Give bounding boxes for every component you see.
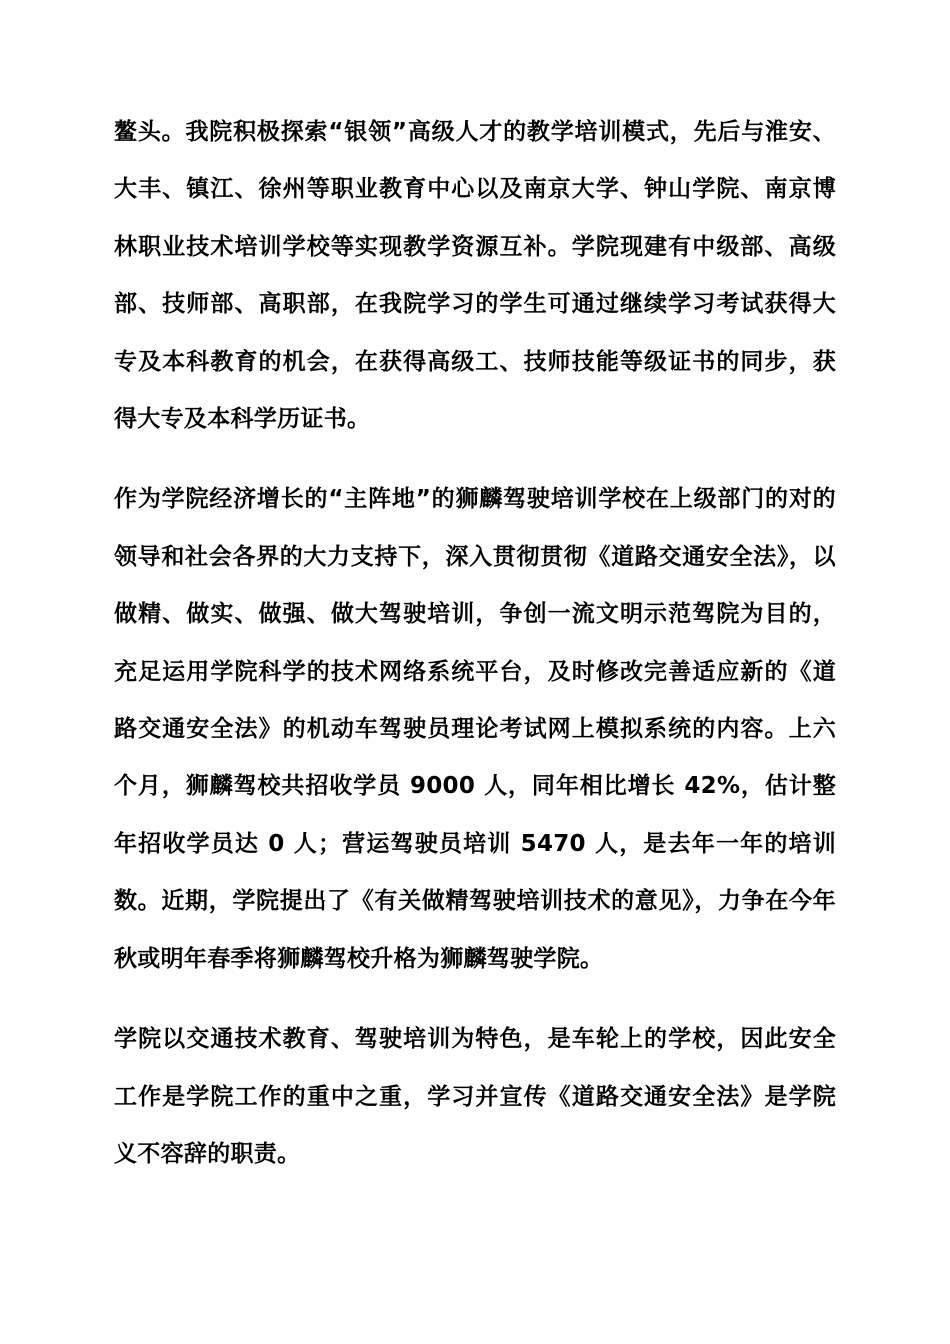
document-body: [114, 104, 836, 1206]
paragraph-1: 鳌头。我院积极探索“银领”高级人才的教学培训模式，先后与淮安、大丰、镇江、徐州等职业教育中心以及南京大学、钟山学院、南京博林职业技术培训学校等实现教学资源互补。学院现建有中级部、高级部、技师部、高职部，在我院学习的学生可通过继续学习考试获得大专及本科教育的机会，在获得高级工、技师技能等级证书的同步，获得大专及本科学历证书。: [114, 119, 836, 433]
paragraph-2: 作为学院经济增长的“主阵地”的狮麟驾驶培训学校在上级部门的对的领导和社会各界的大力支持下，深入贯彻贯彻《道路交通安全法》，以做精、做实、做强、做大驾驶培训，争创一流文明示范驾院为目的，充足运用学院科学的技术网络系统平台，及时修改完善适应新的《道路交通安全法》的机动车驾驶员理论考试网上模拟系统的内容。上六个月，狮麟驾校共招收学员 9000 人，同年相比增长 42%，估计整年招收学员达 0 人；营运驾驶员培训 5470 人，是去年一年的培训数。近期，学院提出了《有关做精驾驶培训技术的意见》，力争在今年秋或明年春季将狮麟驾校升格为狮麟驾驶学院。: [114, 486, 836, 972]
paragraph-3: 学院以交通技术教育、驾驶培训为特色，是车轮上的学校，因此安全工作是学院工作的重中之重，学习并宣传《道路交通安全法》是学院义不容辞的职责。: [114, 1026, 836, 1167]
